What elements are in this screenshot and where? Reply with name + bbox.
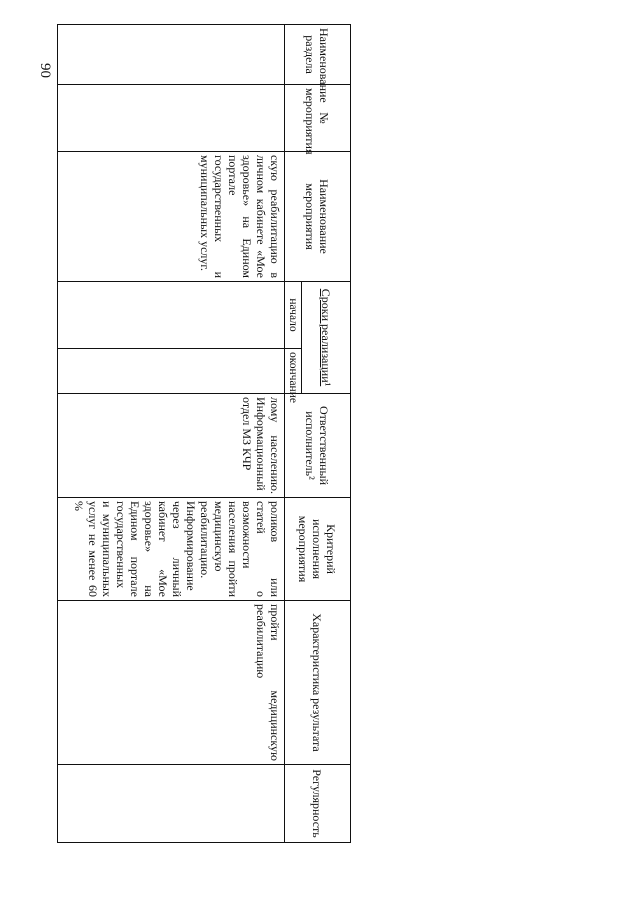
cell-responsible: лому населению. Информационный отдел МЗ КЧР <box>58 394 285 498</box>
header-result: Характеристика результата <box>285 601 351 765</box>
cell-section-name <box>58 25 285 85</box>
activity-table-wrapper <box>61 24 351 842</box>
header-deadlines <box>302 282 351 394</box>
header-activity-name: Наименование мероприятия <box>285 152 351 282</box>
activity-table <box>57 24 351 843</box>
cell-regularity <box>58 765 285 843</box>
header-deadlines-label: Сроки реализации¹ <box>319 288 333 387</box>
cell-criterion: роликов или статей о возможности населения пройти медицинскую реабилитацию. Информирование через личный кабинет «Мое здоровье» на Едином портале государственных и муниципальных услуг не менее 60 % <box>58 498 285 601</box>
cell-activity-number <box>58 85 285 152</box>
table-row <box>58 25 285 843</box>
rotated-table-frame <box>61 24 351 842</box>
header-responsible: Ответственный исполнитель² <box>285 394 351 498</box>
cell-deadline-start <box>58 282 285 349</box>
header-deadline-end: окончание <box>285 349 302 394</box>
header-section-name: Наименование раздела <box>285 25 351 85</box>
cell-activity-name: скую реабилитацию в личном кабинете «Мое здоровье» на Едином портале государственных и муниципальных услуг. <box>58 152 285 282</box>
header-criterion: Критерий исполнения мероприятия <box>285 498 351 601</box>
header-deadline-start: начало <box>285 282 302 349</box>
cell-deadline-end <box>58 349 285 394</box>
cell-result: пройти медицинскую реабилитацию <box>58 601 285 765</box>
header-activity-number: № мероприятия <box>285 85 351 152</box>
page-number: 90 <box>37 63 53 78</box>
header-regularity: Регулярность <box>285 765 351 843</box>
